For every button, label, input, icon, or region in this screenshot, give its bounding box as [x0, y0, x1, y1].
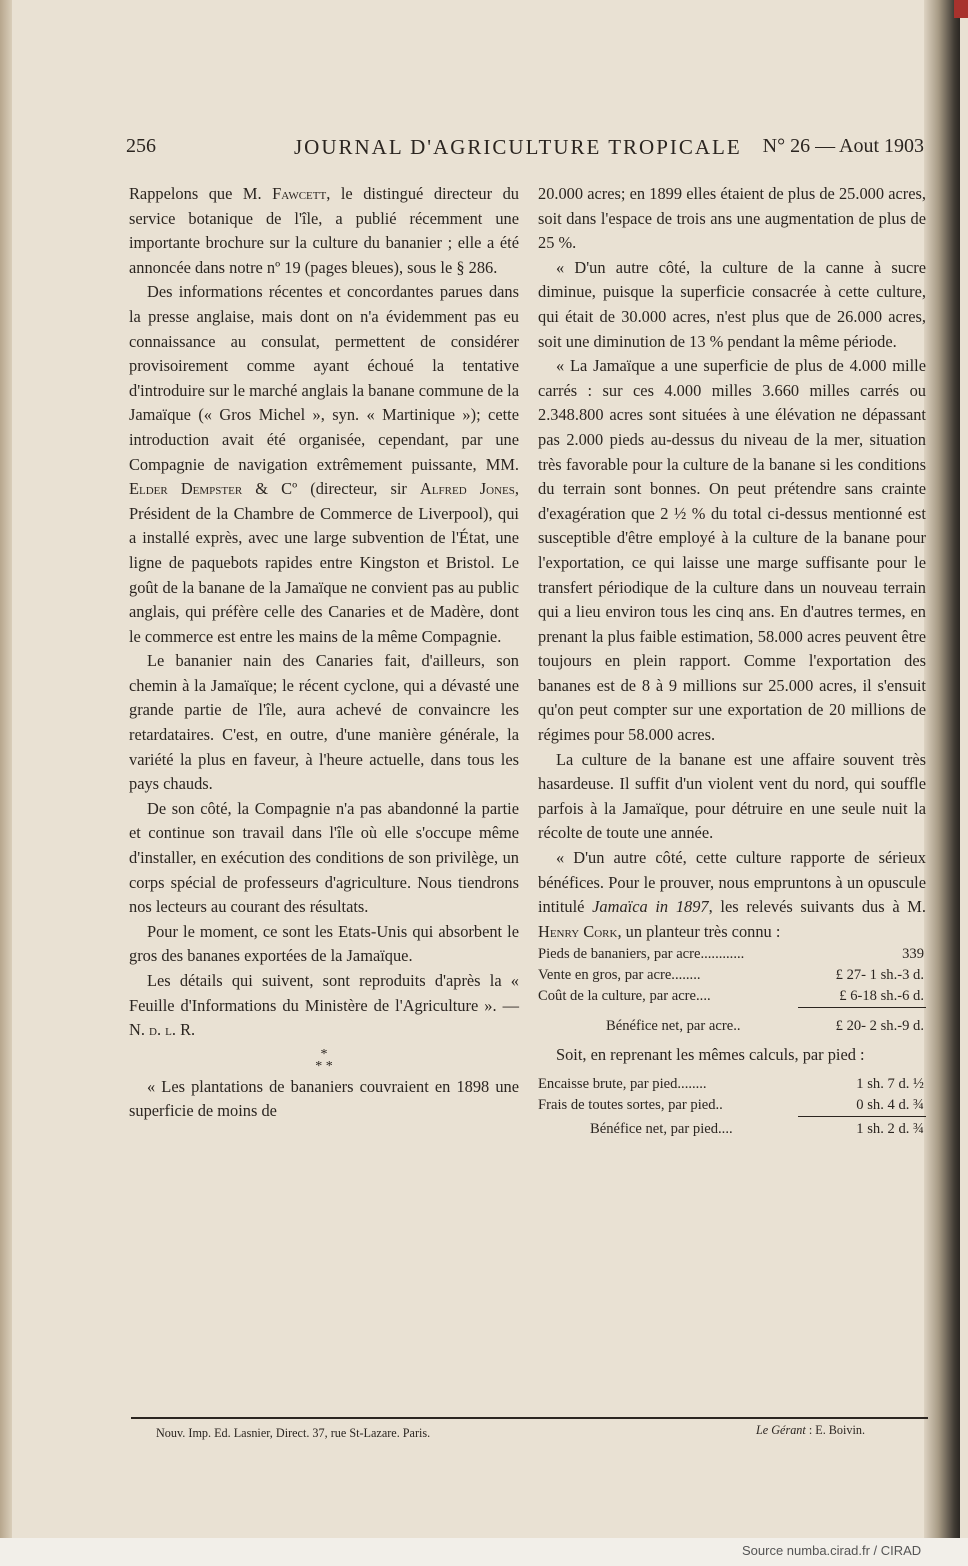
table-row — [538, 1074, 926, 1095]
asterism-bottom: * * — [315, 1058, 333, 1074]
left-column — [129, 182, 519, 1124]
person-name: Henry Cork — [538, 921, 618, 941]
manager-name: : E. Boivin. — [808, 1423, 866, 1437]
text-run: Les détails qui suivent, sont reproduits d'après la « Feuille d'Informations du Ministère de l'Agriculture ». — — [129, 971, 519, 1015]
printer-imprint: Nouv. Imp. Ed. Lasnier, Direct. 37, rue St-Lazare. Paris. — [156, 1426, 431, 1440]
paragraph — [129, 280, 519, 649]
running-header — [126, 135, 924, 165]
asterism-top: * — [320, 1046, 328, 1062]
paragraph: La culture de la banane est une affaire souvent très hasardeuse. Il suffit d'un violent vent du nord, qui souffle parfois à la Jamaïque, pour détruire en une seule nuit la récolte de toute une année. — [538, 749, 926, 843]
table-total-row — [538, 1119, 926, 1140]
row-value: £ 6-18 sh.-6 d. — [839, 988, 924, 1005]
cost-table-per-acre — [538, 944, 926, 1037]
paragraph: « La Jamaïque a une superficie de plus de 4.000 mille carrés : sur ces 4.000 milles 3.660 milles carrés ou 2.348.800 acres sont situées à une élévation ne dépassant pas 2.000 pieds au-dessus du niveau de la mer, situation très favorable pour la culture de la banane si les conditions du terrain sont bonnes. On peut prétendre sans crainte d'exagération que 2 ½ % du total ci-dessus mentionné est susceptible d'être employé à la culture de la banane pour l'exportation, ce qui laisse une marge suffisante pour le transfert périodique de la culture dans un nouveau terrain qui a lieu environ tous les cinq ans. En d'autres termes, en prenant la plus faible estimation, 58.000 acres peuvent être toujours en plein rapport. Comme l'exportation des bananes est de 8 à 9 millions sur 25.000 acres, il s'ensuit qu'on peut compter sur une exportation de 20 millions de régimes pour 58.000 acres. — [538, 356, 926, 745]
row-value: 1 sh. 2 d. ¾ — [856, 1121, 924, 1137]
sum-rule — [798, 1116, 926, 1117]
book-cover-edge — [954, 0, 968, 18]
issue-info: N° 26 — Aout 1903 — [762, 135, 924, 157]
paragraph: 20.000 acres; en 1899 elles étaient de plus de 25.000 acres, soit dans l'espace de trois ans une augmentation de plus de 25 %. — [538, 184, 926, 253]
journal-title: JOURNAL D'AGRICULTURE TROPICALE — [294, 135, 742, 159]
text-run: , les relevés suivants dus à M. — [708, 897, 926, 917]
person-name: Fawcett — [272, 184, 327, 203]
footer-rule — [131, 1417, 928, 1419]
right-column — [538, 182, 926, 1140]
row-label: Bénéfice net, par pied.... — [590, 1121, 733, 1137]
text-run: Des informations récentes et concordantes parues dans la presse anglaise, mais dont on n'a évidemment pas eu connaissance au consulat, permettent de considérer provisoirement comme ayant échoué la tentative d'introduire sur le marché anglais la banane commune de la Jamaïque (« Gros Michel », syn. « Martinique »); cette introduction avait été organisée, cependant, par une Compagnie de navigation extrêmement puissante, MM. — [129, 282, 519, 474]
page-edge-shadow — [924, 0, 960, 1538]
table-row — [538, 1095, 926, 1116]
text-run: , le distingué directeur du service botanique de l'île, a publié récemment une importante brochure sur la culture du bananier ; elle a été annoncée dans notre nº 19 (pages bleues), sous le § 286. — [129, 184, 519, 277]
sum-rule — [798, 1007, 926, 1008]
table-row — [538, 986, 926, 1007]
row-label: Encaisse brute, par pied........ — [538, 1076, 707, 1092]
text-run: & Cº (directeur, sir — [242, 479, 420, 499]
text-run: Rappelons que M. — [129, 184, 273, 203]
row-label: Pieds de bananiers, par acre............ — [538, 946, 745, 963]
row-value: 1 sh. 7 d. ½ — [856, 1076, 924, 1092]
row-value: £ 27- 1 sh.-3 d. — [835, 967, 924, 984]
paragraph: Le bananier nain des Canaries fait, d'ailleurs, son chemin à la Jamaïque; le récent cyclone, qui a dévasté une grande partie de l'île, aura achevé de convaincre les retardataires. C'est, en outre, d'une manière générale, la variété la plus en faveur, à l'heure actuelle, dans tous les pays chauds. — [129, 651, 519, 794]
source-credit: Source numba.cirad.fr / CIRAD — [742, 1543, 922, 1558]
section-separator — [129, 1043, 519, 1075]
manager-label: Le Gérant — [756, 1423, 806, 1437]
editor-signature: N. d. l. R. — [129, 1020, 196, 1040]
row-label: Coût de la culture, par acre.... — [538, 988, 711, 1005]
person-name: Alfred Jones — [420, 479, 515, 499]
row-value: £ 20- 2 sh.-9 d. — [835, 1018, 924, 1035]
paragraph: « Les plantations de bananiers couvraient en 1898 une superficie de moins de — [129, 1076, 519, 1121]
paragraph — [129, 182, 519, 280]
row-label: Frais de toutes sortes, par pied.. — [538, 1097, 723, 1113]
paragraph: Pour le moment, ce sont les Etats-Unis qui absorbent le gros des bananes exportées de la Jamaïque. — [129, 921, 519, 966]
paragraph: Soit, en reprenant les mêmes calculs, par pied : — [556, 1045, 865, 1065]
paragraph — [129, 969, 519, 1043]
company-name: Elder Dempster — [129, 479, 243, 499]
table-total-row — [538, 1016, 926, 1037]
manager-credit — [756, 1423, 865, 1438]
page-binding-shadow — [0, 0, 12, 1538]
book-title: Jamaïca in 1897 — [592, 897, 709, 917]
table-row — [538, 965, 926, 986]
paragraph: De son côté, la Compagnie n'a pas abandonné la partie et continue son travail dans l'île où elle s'occupe même d'installer, en exécution des conditions de son privilège, un corps spécial de professeurs d'agriculture. Nous tiendrons nos lecteurs au courant des résultats. — [129, 798, 519, 917]
paragraph — [538, 846, 926, 944]
row-value: 0 sh. 4 d. ¾ — [856, 1097, 924, 1113]
paragraph: « D'un autre côté, la culture de la canne à sucre diminue, puisque la superficie consacrée à cette culture, qui était de 30.000 acres, n'est plus que de 26.000 acres, soit une diminution de 13 % pendant la même période. — [538, 257, 926, 351]
text-run: « D'un autre côté, cette culture rapporte de sérieux bénéfices. Pour le prouver, nous empruntons à un opuscule intitulé — [538, 848, 926, 917]
cost-table-per-foot — [538, 1074, 926, 1140]
row-label: Vente en gros, par acre........ — [538, 967, 701, 984]
page-number: 256 — [126, 135, 156, 157]
text-run: , Président de la Chambre de Commerce de Liverpool), qui a installé exprès, avec une large subvention de l'État, une ligne de paquebots rapides entre Kingston et Bristol. Le goût de la banane de la Jamaïque ne convient pas au public anglais, qui préfère celle des Canaries et de Madère, dont le commerce est entre les mains de la même Compagnie. — [129, 479, 519, 646]
text-run: , un planteur très connu : — [617, 921, 781, 941]
row-value: 339 — [902, 946, 924, 963]
row-label: Bénéfice net, par acre.. — [606, 1018, 741, 1035]
table-row — [538, 944, 926, 965]
